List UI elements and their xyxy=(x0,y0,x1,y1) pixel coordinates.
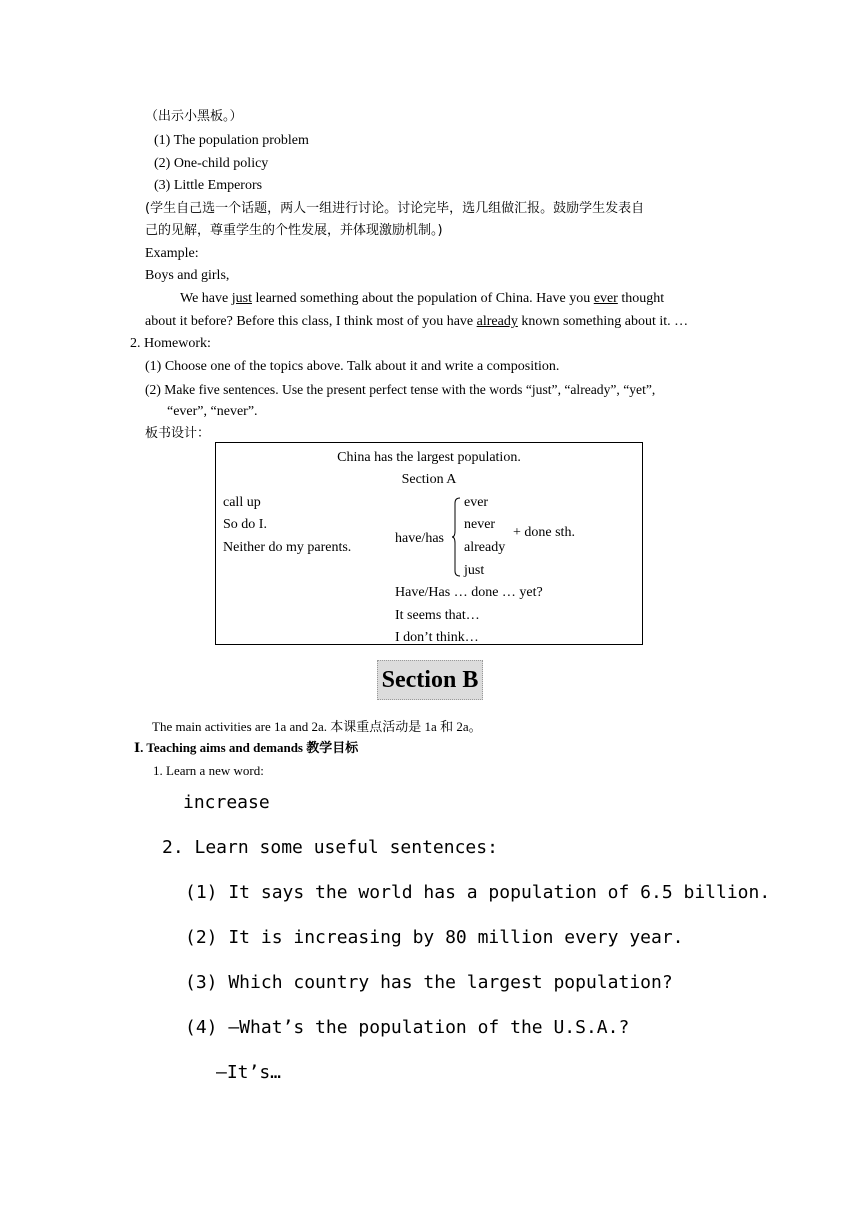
board-bottom-1: Have/Has … done … yet? xyxy=(395,585,543,600)
greeting: Boys and girls, xyxy=(145,268,230,283)
underlined-ever: ever xyxy=(593,291,618,306)
board-left-3: Neither do my parents. xyxy=(223,540,352,555)
para-text: known something about it. … xyxy=(517,314,689,329)
para-text: We have xyxy=(180,291,232,306)
aims-heading-cn: 教学目标 xyxy=(306,741,359,756)
example-label: Example: xyxy=(145,246,199,261)
topic-1: (1) The population problem xyxy=(154,133,309,148)
sentence-3: (3) Which country has the largest population? xyxy=(185,972,673,993)
teaching-aims-heading xyxy=(134,739,358,758)
curly-brace-icon xyxy=(452,497,461,577)
topic-2: (2) One-child policy xyxy=(154,156,269,171)
board-bottom-3: I don’t think… xyxy=(395,630,479,645)
para-text: learned something about the population of China. Have you xyxy=(251,291,594,306)
section-b-heading: Section B xyxy=(377,660,483,700)
sentence-4-answer: —It’s… xyxy=(216,1062,282,1083)
topic-3: (3) Little Emperors xyxy=(154,178,263,193)
homework-item-2-line-1: (2) Make five sentences. Use the present perfect tense with the words “just”, “already”, “yet”, xyxy=(145,382,656,397)
underlined-already: already xyxy=(476,314,518,329)
board-subtitle: Section A xyxy=(401,472,457,487)
sentence-1: (1) It says the world has a population of 6.5 billion. xyxy=(185,882,771,903)
board-have-has: have/has xyxy=(395,531,444,542)
board-left-1: call up xyxy=(223,495,261,510)
instruction-line-1: (学生自己选一个话题，两人一组进行讨论。讨论完毕，选几组做汇报。鼓励学生发表自 xyxy=(145,201,645,216)
underlined-just: just xyxy=(231,291,252,306)
board-bottom-2: It seems that… xyxy=(395,608,480,623)
para-text: about it before? Before this class, I think most of you have xyxy=(145,314,477,329)
brace-word-never: never xyxy=(464,517,496,532)
new-word: increase xyxy=(183,792,270,813)
example-paragraph-line-1 xyxy=(180,290,732,308)
sentence-4: (4) —What’s the population of the U.S.A.? xyxy=(185,1017,630,1038)
learn-sentences-label: 2. Learn some useful sentences: xyxy=(162,837,498,858)
sentence-2: (2) It is increasing by 80 million every year. xyxy=(185,927,684,948)
homework-heading: 2. Homework: xyxy=(130,336,211,351)
show-board-note: （出示小黑板。） xyxy=(145,109,243,124)
board-title: China has the largest population. xyxy=(337,450,521,465)
example-paragraph-line-2 xyxy=(145,313,688,331)
brace-word-already: already xyxy=(464,540,506,555)
learn-word-label: 1. Learn a new word: xyxy=(153,763,264,778)
board-design-label: 板书设计： xyxy=(145,426,211,441)
brace-word-ever: ever xyxy=(464,495,489,510)
homework-item-1: (1) Choose one of the topics above. Talk about it and write a composition. xyxy=(145,359,560,374)
board-left-2: So do I. xyxy=(223,517,267,532)
brace-word-just: just xyxy=(464,563,485,578)
aims-heading-en: Ⅰ. Teaching aims and demands xyxy=(134,740,303,755)
para-text: thought xyxy=(617,291,665,306)
board-done-sth: + done sth. xyxy=(513,525,575,540)
instruction-line-2: 己的见解，尊重学生的个性发展，并体现激励机制。) xyxy=(145,223,443,238)
main-activities: The main activities are 1a and 2a. 本课重点活动是 1a 和 2a。 xyxy=(152,719,482,734)
homework-item-2-line-2: “ever”, “never”. xyxy=(167,404,258,419)
